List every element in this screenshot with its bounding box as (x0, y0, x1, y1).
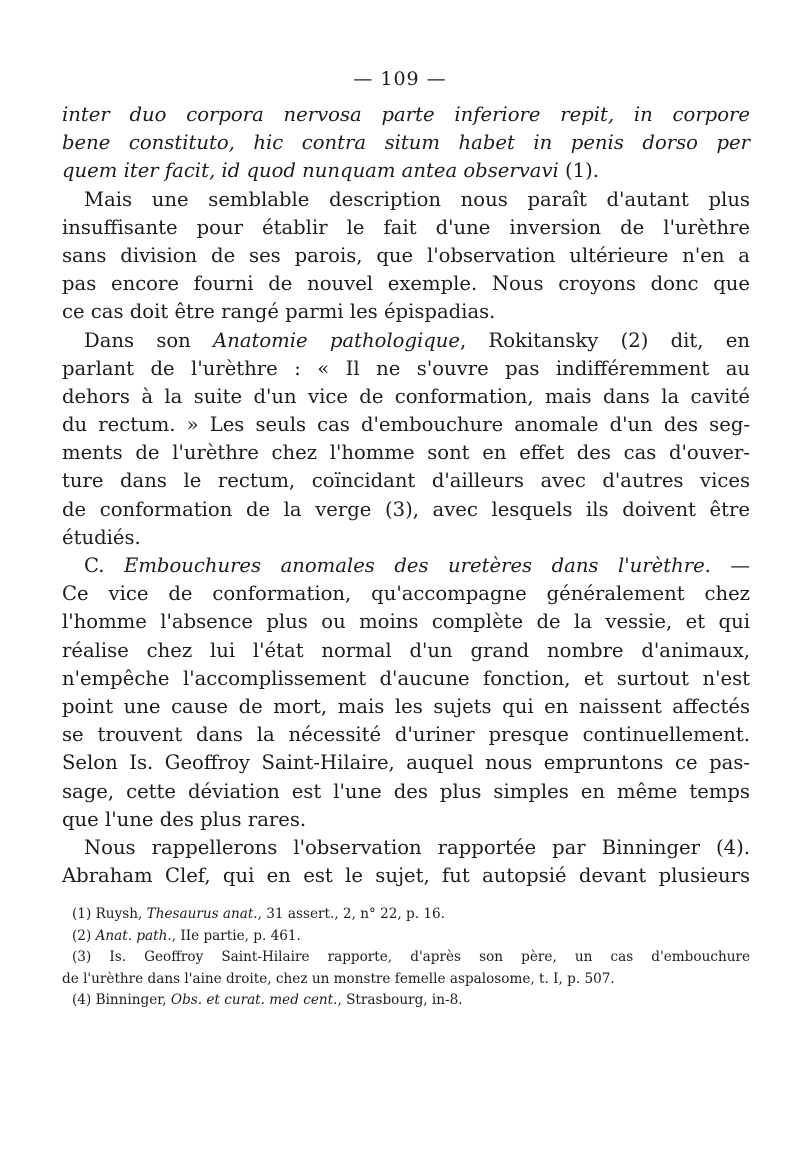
text-line: que l'une des plus rares. (62, 807, 307, 831)
paragraph-start: Nous rappellerons l'observation rapportée par Binninger (4). (84, 835, 750, 859)
text-line: point une cause de mort, mais les sujets qui en naissent affectés (62, 694, 750, 718)
text-line: étudiés. (62, 525, 141, 549)
text-span: — (710, 554, 750, 577)
text-line: se trouvent dans la nécessité d'uriner presque continuellement. (62, 723, 750, 747)
text-span: (1) Ruysh, (72, 906, 147, 922)
cited-work: Obs. et curat. med cent. (170, 992, 338, 1009)
paragraph-start: Mais une semblable description nous paraît d'autant plus (84, 187, 750, 211)
text-span: , 31 assert., 2, n° 22, p. 16. (257, 906, 445, 922)
text-line: n'empêche l'accomplissement d'aucune fonction, et surtout n'est (62, 666, 750, 690)
latin-quote: quem iter facit, id quod nunquam antea observavi (62, 159, 559, 183)
section-title: Embouchures anomales des uretères dans l'urèthre. (124, 554, 711, 577)
text-line: l'homme l'absence plus ou moins complète de la vessie, et qui (62, 610, 750, 634)
text-line: du rectum. » Les seuls cas d'embouchure anomale d'un des seg- (62, 413, 750, 437)
text-line: Ce vice de conformation, qu'accompagne généralement chez (62, 582, 750, 606)
text-span: , IIe partie, p. 461. (171, 927, 301, 944)
book-title: Anatomie pathologique (213, 328, 461, 352)
footnote-1 (62, 904, 750, 926)
body-text (62, 101, 750, 890)
text-span: Dans son (84, 328, 214, 352)
text-line: de conformation de la verge (3), avec lesquels ils doivent être (62, 497, 750, 521)
footnote-3: (3) Is. Geoffroy Saint-Hilaire rapporte, d'après son père, un cas d'embouchure (72, 949, 750, 966)
text-line: dehors à la suite d'un vice de conformation, mais dans la cavité (62, 384, 750, 408)
text-span: , Strasbourg, in-8. (337, 992, 463, 1009)
text-span: (2) (72, 927, 96, 944)
cited-work: Anat. path. (95, 927, 172, 944)
text-line: ture dans le rectum, coïncidant d'ailleurs avec d'autres vices (62, 469, 750, 493)
page-number: — 109 — (353, 68, 447, 90)
footnote-ref: (1). (558, 159, 600, 183)
text-line: pas encore fourni de nouvel exemple. Nous croyons donc que (62, 272, 750, 296)
paragraph-start (62, 327, 750, 355)
text-line: réalise chez lui l'état normal d'un grand nombre d'animaux, (62, 638, 750, 662)
cited-work: Thesaurus anat. (146, 906, 258, 922)
text-span: , Rokitansky (2) dit, en (460, 328, 750, 352)
text-line: Abraham Clef, qui en est le sujet, fut autopsié devant plusieurs (62, 864, 750, 888)
section-heading (62, 552, 750, 580)
text-line: Selon Is. Geoffroy Saint-Hilaire, auquel nous empruntons ce pas- (62, 751, 750, 775)
footnotes (62, 904, 750, 1012)
text-line: inter duo corpora nervosa parte inferiore repit, in corpore (62, 103, 750, 126)
footnote-2 (62, 926, 750, 948)
text-line (62, 157, 750, 185)
section-letter: C. (84, 554, 125, 577)
text-line: sage, cette déviation est l'une des plus simples en même temps (62, 779, 750, 803)
text-line: parlant de l'urèthre : « Il ne s'ouvre pas indifféremment au (62, 356, 750, 380)
text-line: ments de l'urèthre chez l'homme sont en effet des cas d'ouver- (62, 441, 750, 465)
text-line: insuffisante pour établir le fait d'une inversion de l'urèthre (62, 215, 750, 239)
text-line: sans division de ses parois, que l'observation ultérieure n'en a (62, 243, 750, 267)
footnote-4 (62, 990, 750, 1012)
text-span: (4) Binninger, (72, 992, 171, 1009)
text-line: ce cas doit être rangé parmi les épispadias. (62, 300, 496, 324)
text-line: bene constituto, hic contra situm habet in penis dorso per (62, 131, 750, 155)
footnote-3-continued: de l'urèthre dans l'aine droite, chez un monstre femelle aspalosome, t. I, p. 507. (62, 970, 615, 987)
